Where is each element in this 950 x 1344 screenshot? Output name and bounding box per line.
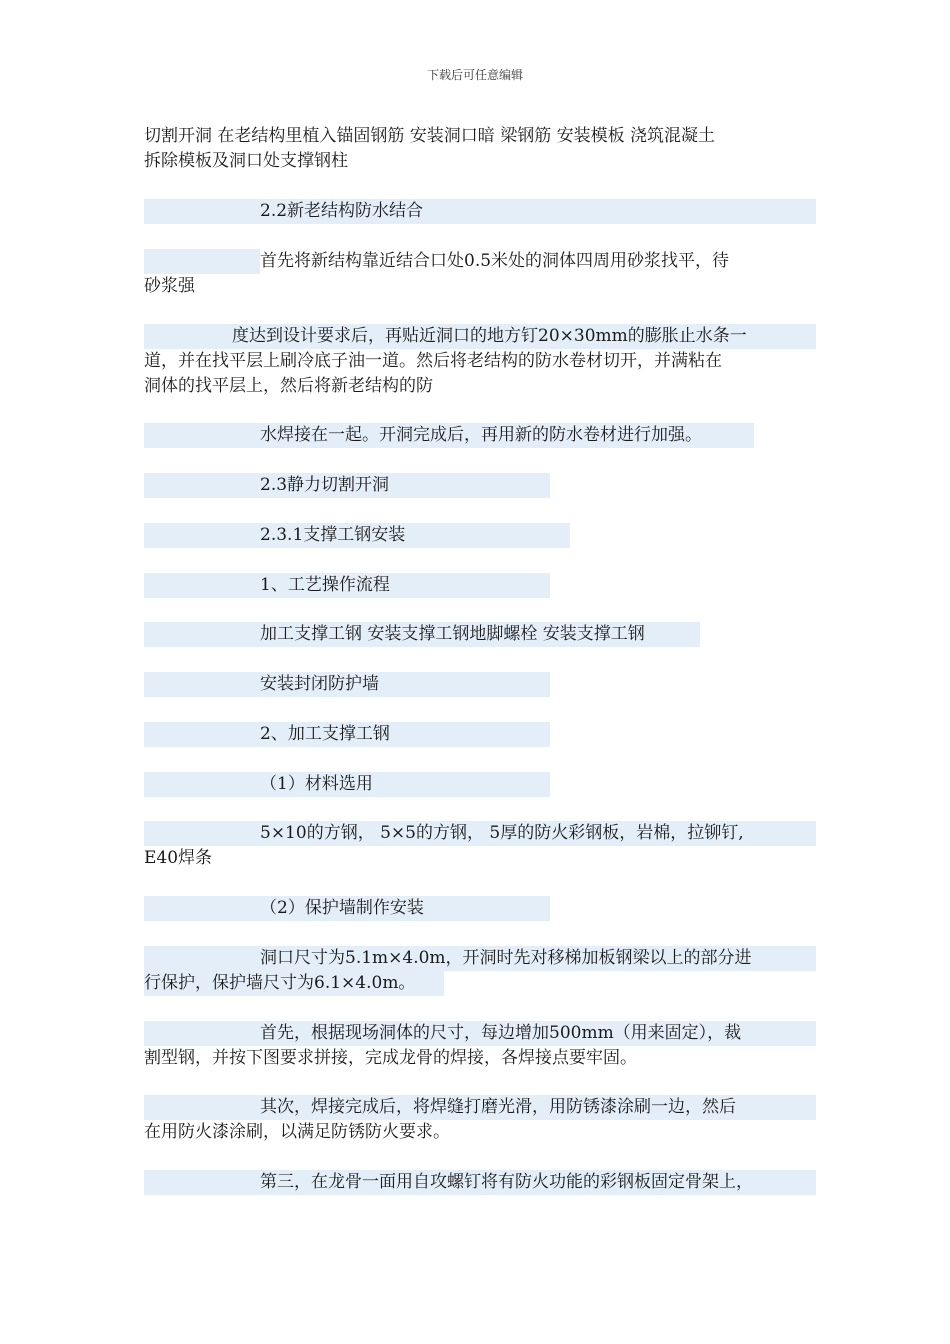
text-line: 切割开洞 在老结构里植入锚固钢筋 安装洞口暗 梁钢筋 安装模板 浇筑混凝土 (144, 126, 716, 146)
text-line: 加工支撑工钢 安装支撑工钢地脚螺栓 安装支撑工钢 (144, 622, 700, 647)
paragraph-process-flow (144, 124, 816, 174)
text-line: 水焊接在一起。开洞完成后，再用新的防水卷材进行加强。 (144, 423, 754, 448)
text-line: 1、工艺操作流程 (144, 573, 550, 598)
text-line: 行保护，保护墙尺寸为6.1×4.0m。 (144, 971, 444, 996)
paragraph-materials (144, 821, 816, 871)
paragraph-waterstop (144, 324, 816, 399)
text-segment: 首先将新结构靠近结合口处0.5米处的洞体四周用砂浆找平，待 (260, 251, 730, 271)
text-line: 2、加工支撑工钢 (144, 722, 550, 747)
flow-step-wall (144, 672, 816, 697)
paragraph-opening-size (144, 946, 816, 996)
text-line: E40焊条 (144, 848, 213, 868)
text-line (144, 249, 816, 274)
heading-2-3 (144, 473, 816, 498)
item-1 (144, 573, 816, 598)
text-line: 安装封闭防护墙 (144, 672, 550, 697)
text-line: 2.3.1支撑工钢安装 (144, 523, 570, 548)
paragraph-leveling (144, 249, 816, 299)
flow-steps (144, 622, 816, 647)
page-header: 下载后可任意编辑 (426, 68, 523, 82)
paragraph-welding (144, 423, 816, 448)
text-line: 道，并在找平层上刷冷底子油一道。然后将老结构的防水卷材切开，并满粘在 (144, 351, 722, 371)
text-line: 度达到设计要求后，再贴近洞口的地方钉20×30mm的膨胀止水条一 (144, 324, 816, 349)
heading-2-2 (144, 199, 816, 224)
text-line: 砂浆强 (144, 276, 195, 296)
heading-2-3-1 (144, 523, 816, 548)
text-line: 在用防火漆涂刷，以满足防锈防火要求。 (144, 1122, 450, 1142)
paragraph-second (144, 1095, 816, 1145)
text-line: 首先，根据现场洞体的尺寸，每边增加500mm（用来固定），裁 (144, 1021, 816, 1046)
text-line: 5×10的方钢， 5×5的方钢， 5厚的防火彩钢板，岩棉，拉铆钉, (144, 821, 816, 846)
text-line: 其次，焊接完成后，将焊缝打磨光滑，用防锈漆涂刷一边，然后 (144, 1095, 816, 1120)
item-2 (144, 722, 816, 747)
text-line: 割型钢，并按下图要求拼接，完成龙骨的焊接，各焊接点要牢固。 (144, 1048, 637, 1068)
text-line: （2）保护墙制作安装 (144, 896, 550, 921)
text-line: 2.2新老结构防水结合 (144, 199, 816, 224)
paragraph-third (144, 1170, 816, 1195)
sub-item-1 (144, 772, 816, 797)
text-line: 拆除模板及洞口处支撑钢柱 (144, 151, 348, 171)
text-line: 洞口尺寸为5.1m×4.0m，开洞时先对移梯加板钢梁以上的部分进 (144, 946, 816, 971)
text-line: 第三，在龙骨一面用自攻螺钉将有防火功能的彩钢板固定骨架上， (144, 1170, 816, 1195)
paragraph-first (144, 1021, 816, 1071)
sub-item-2 (144, 896, 816, 921)
text-line: 2.3静力切割开洞 (144, 473, 550, 498)
text-line: （1）材料选用 (144, 772, 550, 797)
text-line: 洞体的找平层上，然后将新老结构的防 (144, 376, 433, 396)
